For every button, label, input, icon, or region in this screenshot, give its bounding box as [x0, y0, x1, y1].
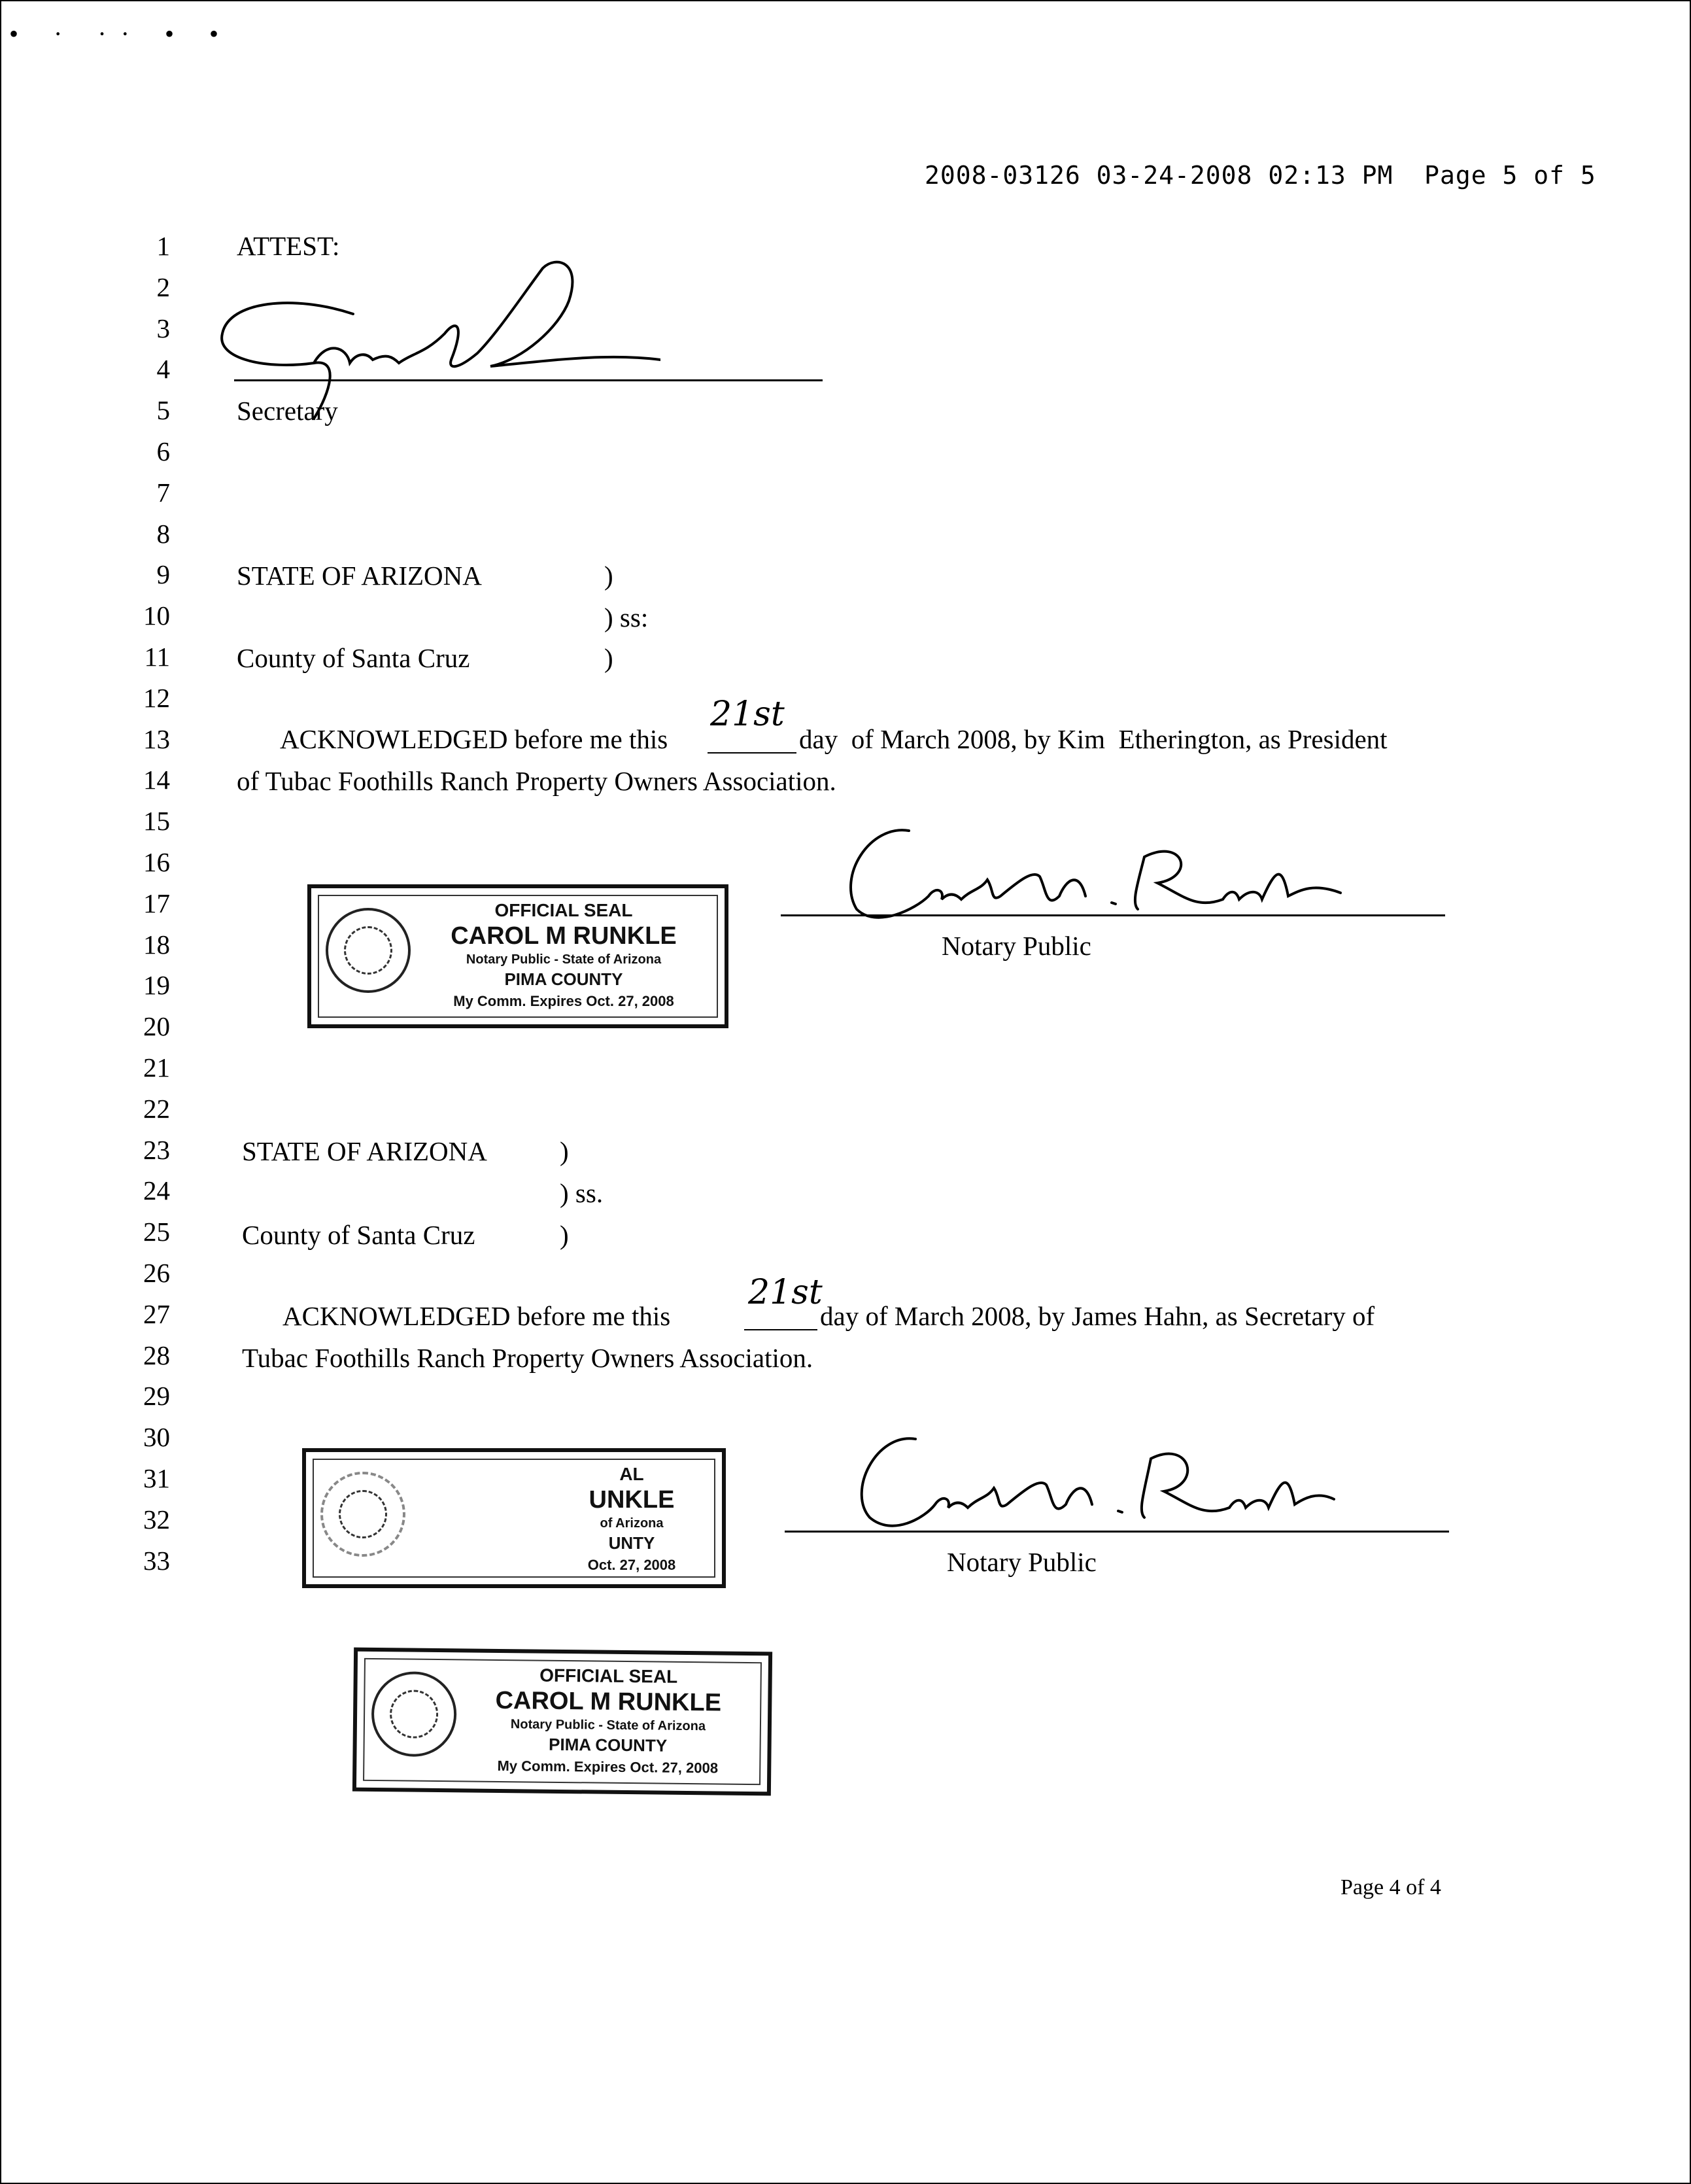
seal-line-expires: Oct. 27, 2008 — [587, 1557, 676, 1573]
line-number: 2 — [156, 271, 170, 302]
line-number: 6 — [156, 436, 170, 466]
line-number: 7 — [156, 477, 170, 508]
seal-line-title: Notary Public - State of Arizona — [510, 1717, 706, 1734]
line-number: 25 — [143, 1217, 170, 1247]
secretary-signature-line — [234, 379, 823, 381]
line-number: 31 — [143, 1463, 170, 1493]
line-number: 3 — [156, 313, 170, 343]
notary-seal-partial — [302, 1448, 726, 1588]
seal-line-county: UNTY — [608, 1533, 655, 1553]
seal-line-county: PIMA COUNTY — [504, 969, 623, 989]
seal-line-expires: My Comm. Expires Oct. 27, 2008 — [453, 993, 674, 1009]
line-number: 15 — [143, 806, 170, 837]
ack1-paren-county: ) — [604, 643, 613, 673]
seal-line-official: AL — [619, 1464, 644, 1484]
line-number: 9 — [156, 559, 170, 590]
line-number: 32 — [143, 1504, 170, 1534]
ack1-text-after: day of March 2008, by Kim Etherington, as President — [799, 724, 1388, 754]
seal-line-official: OFFICIAL SEAL — [539, 1665, 678, 1687]
line-number: 8 — [156, 518, 170, 549]
ack1-county: County of Santa Cruz — [237, 643, 470, 673]
line-number: 23 — [143, 1134, 170, 1165]
ack2-text-line2: Tubac Foothills Ranch Property Owners Association. — [242, 1343, 813, 1373]
arizona-seal-emblem-icon — [320, 1472, 405, 1557]
line-number: 11 — [144, 642, 170, 672]
line-number: 30 — [143, 1422, 170, 1453]
ack2-day-blank — [744, 1329, 817, 1330]
notary-signature-line-2 — [785, 1531, 1449, 1533]
line-number: 5 — [156, 395, 170, 426]
ack2-county: County of Santa Cruz — [242, 1220, 475, 1250]
seal-line-official: OFFICIAL SEAL — [494, 900, 633, 920]
seal-line-name: CAROL M RUNKLE — [451, 922, 677, 950]
secretary-label: Secretary — [237, 396, 338, 426]
ack2-text-before: ACKNOWLEDGED before me this — [282, 1301, 671, 1331]
line-number: 18 — [143, 929, 170, 960]
line-number: 17 — [143, 888, 170, 918]
ack1-state: STATE OF ARIZONA — [237, 561, 482, 591]
seal-line-county: PIMA COUNTY — [548, 1734, 668, 1756]
seal-line-name: CAROL M RUNKLE — [495, 1686, 722, 1717]
scan-specks: • · ·· • • — [9, 19, 233, 48]
arizona-seal-emblem-icon — [371, 1671, 456, 1757]
line-number: 27 — [143, 1298, 170, 1329]
seal-line-title: Notary Public - State of Arizona — [466, 952, 662, 967]
line-number: 29 — [143, 1381, 170, 1412]
ack2-ss: ) ss. — [560, 1178, 604, 1208]
ack2-paren-state: ) — [560, 1136, 569, 1166]
ack1-text-before: ACKNOWLEDGED before me this — [280, 724, 668, 754]
line-number: 22 — [143, 1093, 170, 1124]
line-number: 14 — [143, 765, 170, 795]
line-number: 4 — [156, 354, 170, 385]
line-number: 28 — [143, 1340, 170, 1370]
line-number: 16 — [143, 847, 170, 877]
recording-stamp: 2008-03126 03-24-2008 02:13 PM Page 5 of 5 — [925, 161, 1596, 190]
ack2-day-handwritten: 21st — [748, 1273, 823, 1312]
notary-signature-1 — [830, 818, 1354, 929]
line-number: 19 — [143, 970, 170, 1001]
line-number: 33 — [143, 1545, 170, 1576]
line-number: 26 — [143, 1258, 170, 1288]
notary-signature-line-1 — [781, 914, 1445, 916]
seal-line-title: of Arizona — [600, 1516, 664, 1531]
seal-line-expires: My Comm. Expires Oct. 27, 2008 — [497, 1757, 719, 1777]
page-number: Page 4 of 4 — [1341, 1875, 1441, 1899]
ack2-state: STATE OF ARIZONA — [242, 1136, 487, 1166]
line-number: 13 — [143, 723, 170, 754]
ack1-text-line2: of Tubac Foothills Ranch Property Owners Association. — [237, 766, 836, 796]
line-number: 24 — [143, 1175, 170, 1206]
ack1-day-blank — [708, 752, 796, 754]
notary-seal-2 — [352, 1648, 772, 1796]
line-number: 1 — [156, 231, 170, 261]
line-number: 21 — [143, 1052, 170, 1083]
attest-heading: ATTEST: — [237, 231, 340, 261]
ack1-paren-state: ) — [604, 561, 613, 591]
line-number: 20 — [143, 1011, 170, 1042]
seal-line-name: UNKLE — [589, 1486, 675, 1514]
arizona-seal-emblem-icon — [326, 908, 411, 993]
ack1-notary-label: Notary Public — [942, 931, 1091, 961]
line-number: 12 — [143, 682, 170, 713]
ack2-text-after: day of March 2008, by James Hahn, as Secretary of — [820, 1301, 1375, 1331]
notary-seal-1 — [307, 884, 728, 1028]
ack1-ss: ) ss: — [604, 602, 649, 633]
ack2-notary-label: Notary Public — [947, 1547, 1097, 1577]
notary-signature-2 — [844, 1426, 1341, 1537]
line-number: 10 — [143, 600, 170, 631]
ack1-day-handwritten: 21st — [710, 695, 785, 734]
ack2-paren-county: ) — [560, 1220, 569, 1250]
